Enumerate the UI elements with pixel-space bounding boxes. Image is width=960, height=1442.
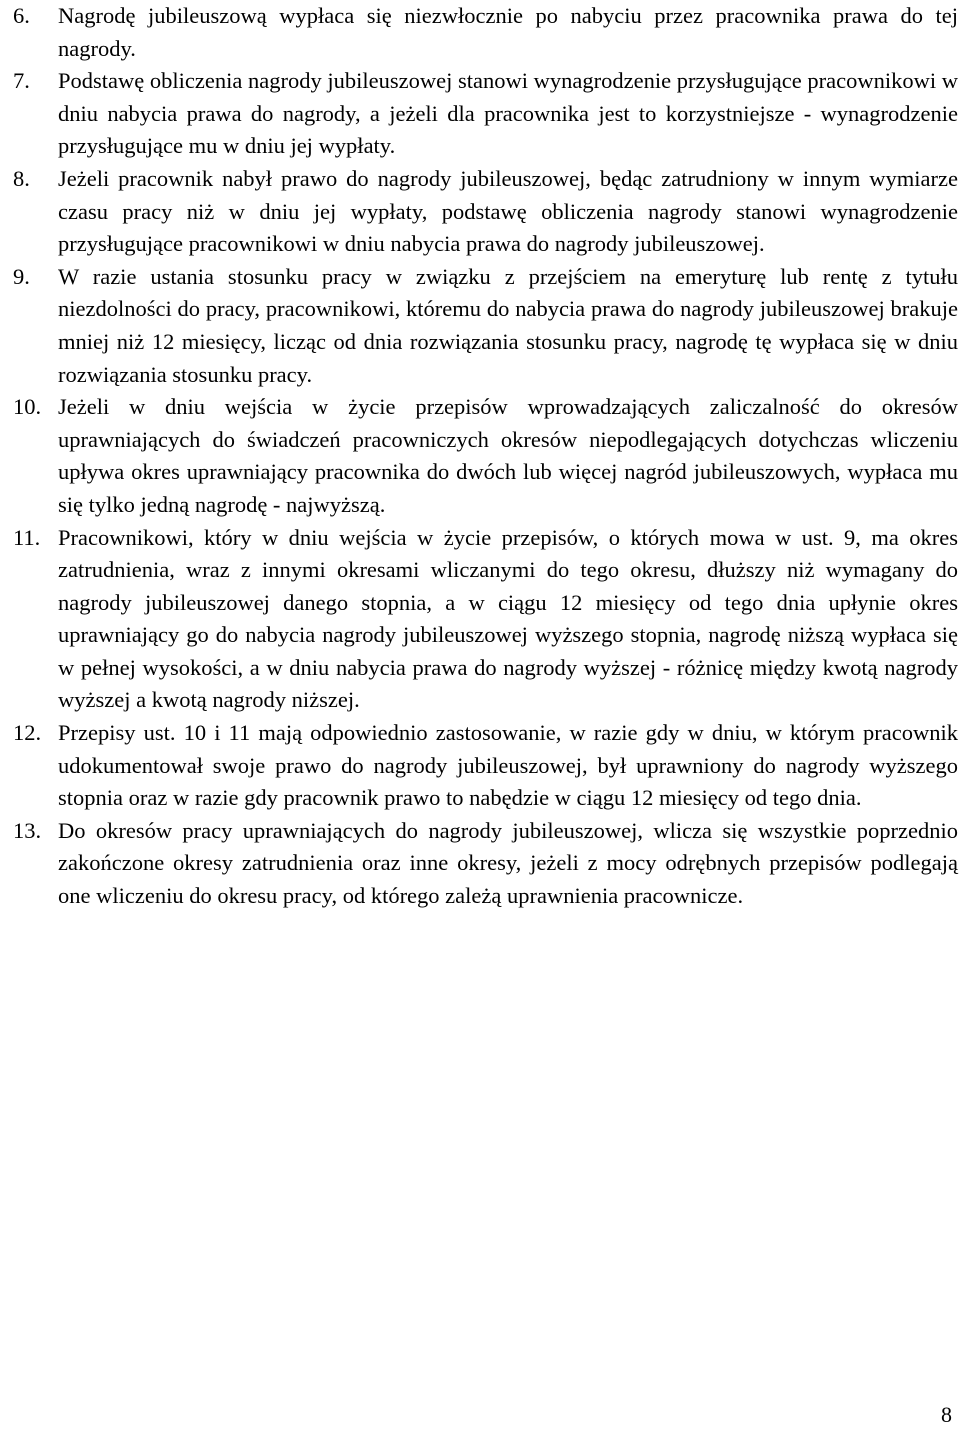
item-text: Do okresów pracy uprawniających do nagrody jubileuszowej, wlicza się wszystkie poprzednio zakończone okresy zatrudnienia oraz inne okresy, jeżeli z mocy odrębnych przepisów podlegają one wliczeniu do okresu pracy, od którego zależą uprawnienia pracownicze. [58, 817, 958, 909]
item-number: 9. [13, 263, 30, 289]
list-item [13, 261, 960, 391]
item-number: 13. [13, 817, 42, 843]
item-number: 11. [13, 524, 41, 550]
list-item [13, 815, 960, 913]
item-number: 7. [13, 68, 30, 94]
item-number: 12. [13, 720, 42, 746]
page-number: 8 [941, 1402, 952, 1427]
item-text: Jeżeli pracownik nabył prawo do nagrody jubileuszowej, będąc zatrudniony w innym wymiarze czasu pracy niż w dniu jej wypłaty, podstawę obliczenia nagrody stanowi wynagrodzenie przysługujące pracownikowi w dniu nabycia prawa do nagrody jubileuszowej. [58, 165, 958, 257]
list-item [13, 391, 960, 521]
list-item [13, 522, 960, 718]
item-text: Pracownikowi, który w dniu wejścia w życie przepisów, o których mowa w ust. 9, ma okres zatrudnienia, wraz z innymi okresami wliczanymi do tego okresu, dłuższy niż wymagany do nagrody jubileuszowej danego stopnia, a w ciągu 12 miesięcy od tego dnia upłynie okres uprawniający go do nabycia nagrody jubileuszowej wyższego stopnia, nagrodę niższą wypłaca się w pełnej wysokości, a w dniu nabycia prawa do nagrody wyższej - różnicę między kwotą nagrody wyższej a kwotą nagrody niższej. [58, 524, 958, 713]
list-item [13, 0, 960, 65]
numbered-provisions-list [13, 0, 960, 913]
item-number: 6. [13, 3, 30, 28]
item-number: 8. [13, 165, 30, 191]
item-text: Podstawę obliczenia nagrody jubileuszowej stanowi wynagrodzenie przysługujące pracownikowi w dniu nabycia prawa do nagrody, a jeżeli dla pracownika jest to korzystniejsze - wynagrodzenie przysługujące mu w dniu jej wypłaty. [58, 68, 958, 159]
list-item [13, 717, 960, 815]
item-text: Jeżeli w dniu wejścia w życie przepisów wprowadzających zaliczalność do okresów uprawniających do świadczeń pracowniczych okresów niepodlegających dotychczas wliczeniu upływa okres uprawniający pracownika do dwóch lub więcej nagród jubileuszowych, wypłaca mu się tylko jedną nagrodę - najwyższą. [58, 394, 958, 517]
list-item [13, 163, 960, 261]
item-text: Przepisy ust. 10 i 11 mają odpowiednio zastosowanie, w razie gdy w dniu, w którym pracownik udokumentował swoje prawo do nagrody jubileuszowej, był uprawniony do nagrody wyższego stopnia oraz w razie gdy pracownik prawo to nabędzie w ciągu 12 miesięcy od tego dnia. [58, 720, 958, 811]
list-item [13, 65, 960, 163]
item-text: W razie ustania stosunku pracy w związku z przejściem na emeryturę lub rentę z tytułu niezdolności do pracy, pracownikowi, któremu do nabycia prawa do nagrody jubileuszowej brakuje mniej niż 12 miesięcy, licząc od dnia rozwiązania stosunku pracy, nagrodę tę wypłaca się w dniu rozwiązania stosunku pracy. [58, 263, 958, 387]
item-text: Nagrodę jubileuszową wypłaca się niezwłocznie po nabyciu przez pracownika prawa do tej nagrody. [58, 3, 958, 61]
item-number: 10. [13, 394, 42, 420]
